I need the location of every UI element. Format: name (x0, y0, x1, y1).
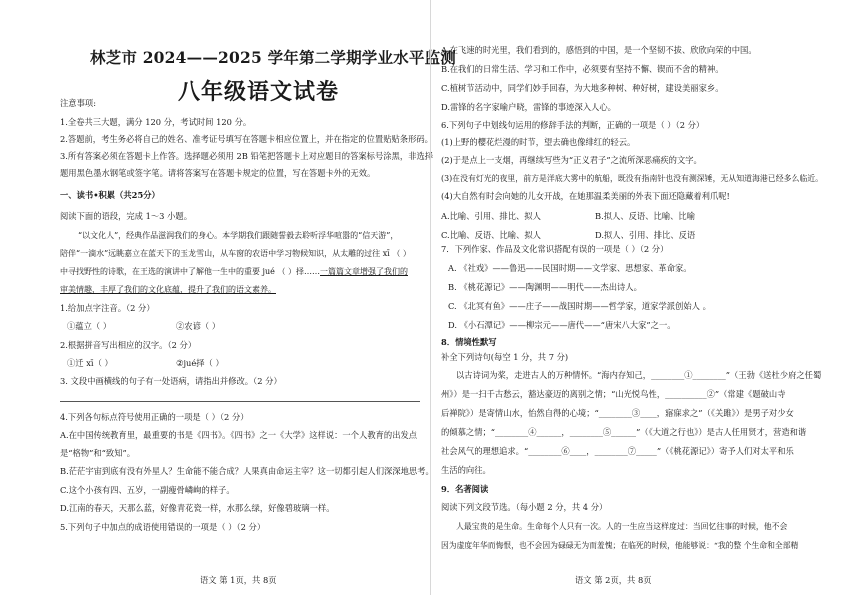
passage-line (60, 266, 408, 277)
question-2: 2.根据拼音写出相应的汉字。（2 分） (60, 340, 197, 350)
sentence: (4)大自然有时会向她的儿女开战，在她那温柔美丽的外表下面还隐藏着利爪呢! (441, 191, 730, 201)
exam-title: 林芝市 2024——2025 学年第二学期学业水平监测 (90, 48, 456, 67)
answer-blank[interactable]: ②jué择（ ） (176, 358, 224, 368)
option-b: B.在我们的日常生活、学习和工作中，必须要有坚持不懈、锲而不舍的精神。 (441, 64, 724, 74)
option-b: B.拟人、反语、比喻、比喻 (595, 211, 696, 221)
sentence: (2)于是点上一支烟，再继续写些为“正义君子”之流所深恶痛疾的文字。 (441, 155, 702, 165)
poem-line[interactable]: 的倾慕之情；“________④______，________⑤______”（《大道之行也》）是古人任用贤才，营造和谐 (441, 427, 807, 437)
note-line: 3.所有答案必须在答题卡上作答。选择题必须用 2B 铅笔把答题卡上对应题目的答案标号涂黑，非选择 (60, 151, 434, 161)
poem-line[interactable]: 州》）是一扫千古愁云，豁达豪迈的离别之情；“山光悦鸟性，__________②”（常建《题破山寺 (441, 389, 786, 399)
answer-blank[interactable]: ②农谚（ ） (176, 321, 221, 331)
passage-line: “以文化人”，经典作品滋润我们的身心。本学期我们跟随誓毅去聆听浮华喧嚣的“信天游”， (78, 231, 399, 240)
question-9: 9．名著阅读 (441, 484, 489, 494)
poem-line: 生活的向往。 (441, 465, 491, 475)
question-4: 4.下列各句标点符号使用正确的一项是（ ）（2 分） (60, 412, 249, 422)
excerpt-line: 因为虚度年华而悔恨，也不会因为碌碌无为而羞愧；在临死的时候，他能够说：“我的整 个生命和全部精 (441, 541, 799, 550)
note-line: 1.全卷共三大题，满分 120 分，考试时间 120 分。 (60, 117, 252, 127)
note-line: 题用黑色墨水钢笔或签字笔。请将答案写在答题卡规定的位置，写在答题卡外的无效。 (60, 168, 376, 178)
question-3: 3. 文段中画横线的句子有一处语病，请指出并修改。（2 分） (60, 376, 282, 386)
passage-text: 中寻找野性的诗歌，在王选的演讲中了解他一生中的重要 jué （ ）择…… (60, 267, 320, 276)
question-7: 7．下列作家、作品及文化常识搭配有误的一项是（ ）（2 分） (441, 244, 669, 254)
question-8-instruction: 补全下列诗句(每空 1 分，共 7 分) (441, 352, 569, 362)
sentence: (1)上野的樱花烂漫的时节，望去确也像绯红的轻云。 (441, 137, 636, 147)
answer-blank[interactable]: ①蕴立（ ） (67, 321, 112, 331)
page-footer: 语文 第 2页，共 8页 (575, 575, 652, 585)
reading-instruction: 阅读下面的语段，完成 1～3 小题。 (60, 211, 192, 221)
option-d: D.拟人、引用、排比、反语 (595, 230, 696, 240)
question-9-instruction: 阅读下列文段节选。（每小题 2 分，共 4 分） (441, 502, 608, 512)
answer-blank[interactable]: ①迁 xī（ ） (67, 358, 113, 368)
option-a: A.比喻、引用、排比、拟人 (441, 211, 541, 221)
option-c: C.植树节活动中，同学们妙手回春，为大地多种树、种好树，建设美丽家乡。 (441, 83, 724, 93)
sentence: (3)在没有灯光的夜里，前方是洋底大雾中的航船，既没有指南针也没有测深锤，无从知道海港已经多么临近。 (441, 174, 824, 183)
answer-line[interactable] (60, 401, 420, 402)
poem-line[interactable]: 后禅院》）是寄情山水，怡然自得的心境；“________③____，寤寐求之”（《关雎》）是男子对少女 (441, 408, 794, 418)
page-footer: 语文 第 1页，共 8页 (200, 575, 277, 585)
excerpt-line: 人最宝贵的是生命。生命每个人只有一次。人的一生应当这样度过：当回忆往事的时候，他不会 (456, 522, 788, 531)
notes-title: 注意事项: (60, 98, 96, 108)
question-6: 6.下列句子中划线句运用的修辞手法的判断，正确的一项是（ ）（2 分） (441, 120, 705, 130)
note-line: 2.答题前，考生务必将自己的姓名、准考证号填写在答题卡相应位置上，并在指定的位置贴贴条形码。 (60, 134, 433, 144)
poem-line[interactable]: 以古诗词为桨，走进古人的万种情怀。“海内存知己，________①________”（王勃《送杜少府之任蜀 (456, 370, 822, 380)
question-5: 5.下列句子中加点的成语使用错误的一项是（ ）（2 分） (60, 522, 266, 532)
option-b: B. 《桃花源记》——陶渊明——明代——杰出诗人。 (448, 282, 642, 292)
option-c: C.这个小孩有四、五岁，一副瘦骨嶙峋的样子。 (60, 485, 235, 495)
question-8: 8．情境性默写 (441, 337, 497, 347)
option-a-cont: 是“格物”和“致知”。 (60, 448, 136, 458)
page-right (430, 0, 860, 595)
exam-subtitle: 八年级语文试卷 (178, 79, 340, 105)
poem-line[interactable]: 社会风气的理想追求。“________⑥____，________⑦_____”（《桃花源记》）寄予人们对太平和乐 (441, 446, 794, 456)
passage-underline-line: 审美情趣，丰厚了我们的文化底蕴，提升了我们的语文素养。 (60, 285, 276, 294)
passage-line: 陪伴“一滴水”远眺嘉立在蓝天下的玉龙雪山，从车窗的农语中学习物候知识，从太雕的过往 xī （ ） (60, 249, 411, 258)
passage-underline: 一篇篇文章增强了我们的 (320, 267, 408, 276)
option-d: D.江南的春天，天那么蓝，好像青花瓷一样，水那么绿，好像碧玻璃一样。 (60, 503, 335, 513)
option-b: B.茫茫宇宙到底有没有外星人？生命能不能合成？人果真由命运主宰？这一切都引起人们深深地思考。 (60, 466, 434, 476)
option-c: C. 《北冥有鱼》——庄子——战国时期——哲学家，道家学派创始人 。 (448, 301, 711, 311)
option-a: A.在中国传统教育里，最重要的书是《四书》。《四书》之一《大学》这样说：一个人教育的出发点 (60, 430, 418, 440)
option-a: A. 《社戏》——鲁迅——民国时期——文学家、思想家、革命家。 (448, 263, 692, 273)
section-heading: 一、读书•积累（共25分） (60, 190, 160, 200)
option-d: D. 《小石潭记》——柳宗元——唐代——“唐宋八大家”之一。 (448, 320, 676, 330)
option-a: A.在飞速的时光里，我们看到的，感悟到的中国，是一个坚韧不拔、欣欣向荣的中国。 (441, 45, 757, 55)
option-c: C.比喻、反语、比喻、拟人 (441, 230, 541, 240)
question-1: 1.给加点字注音。（2 分） (60, 303, 155, 313)
option-d: D.雷锋的名字家喻户晓，雷锋的事迹深入人心。 (441, 102, 616, 112)
